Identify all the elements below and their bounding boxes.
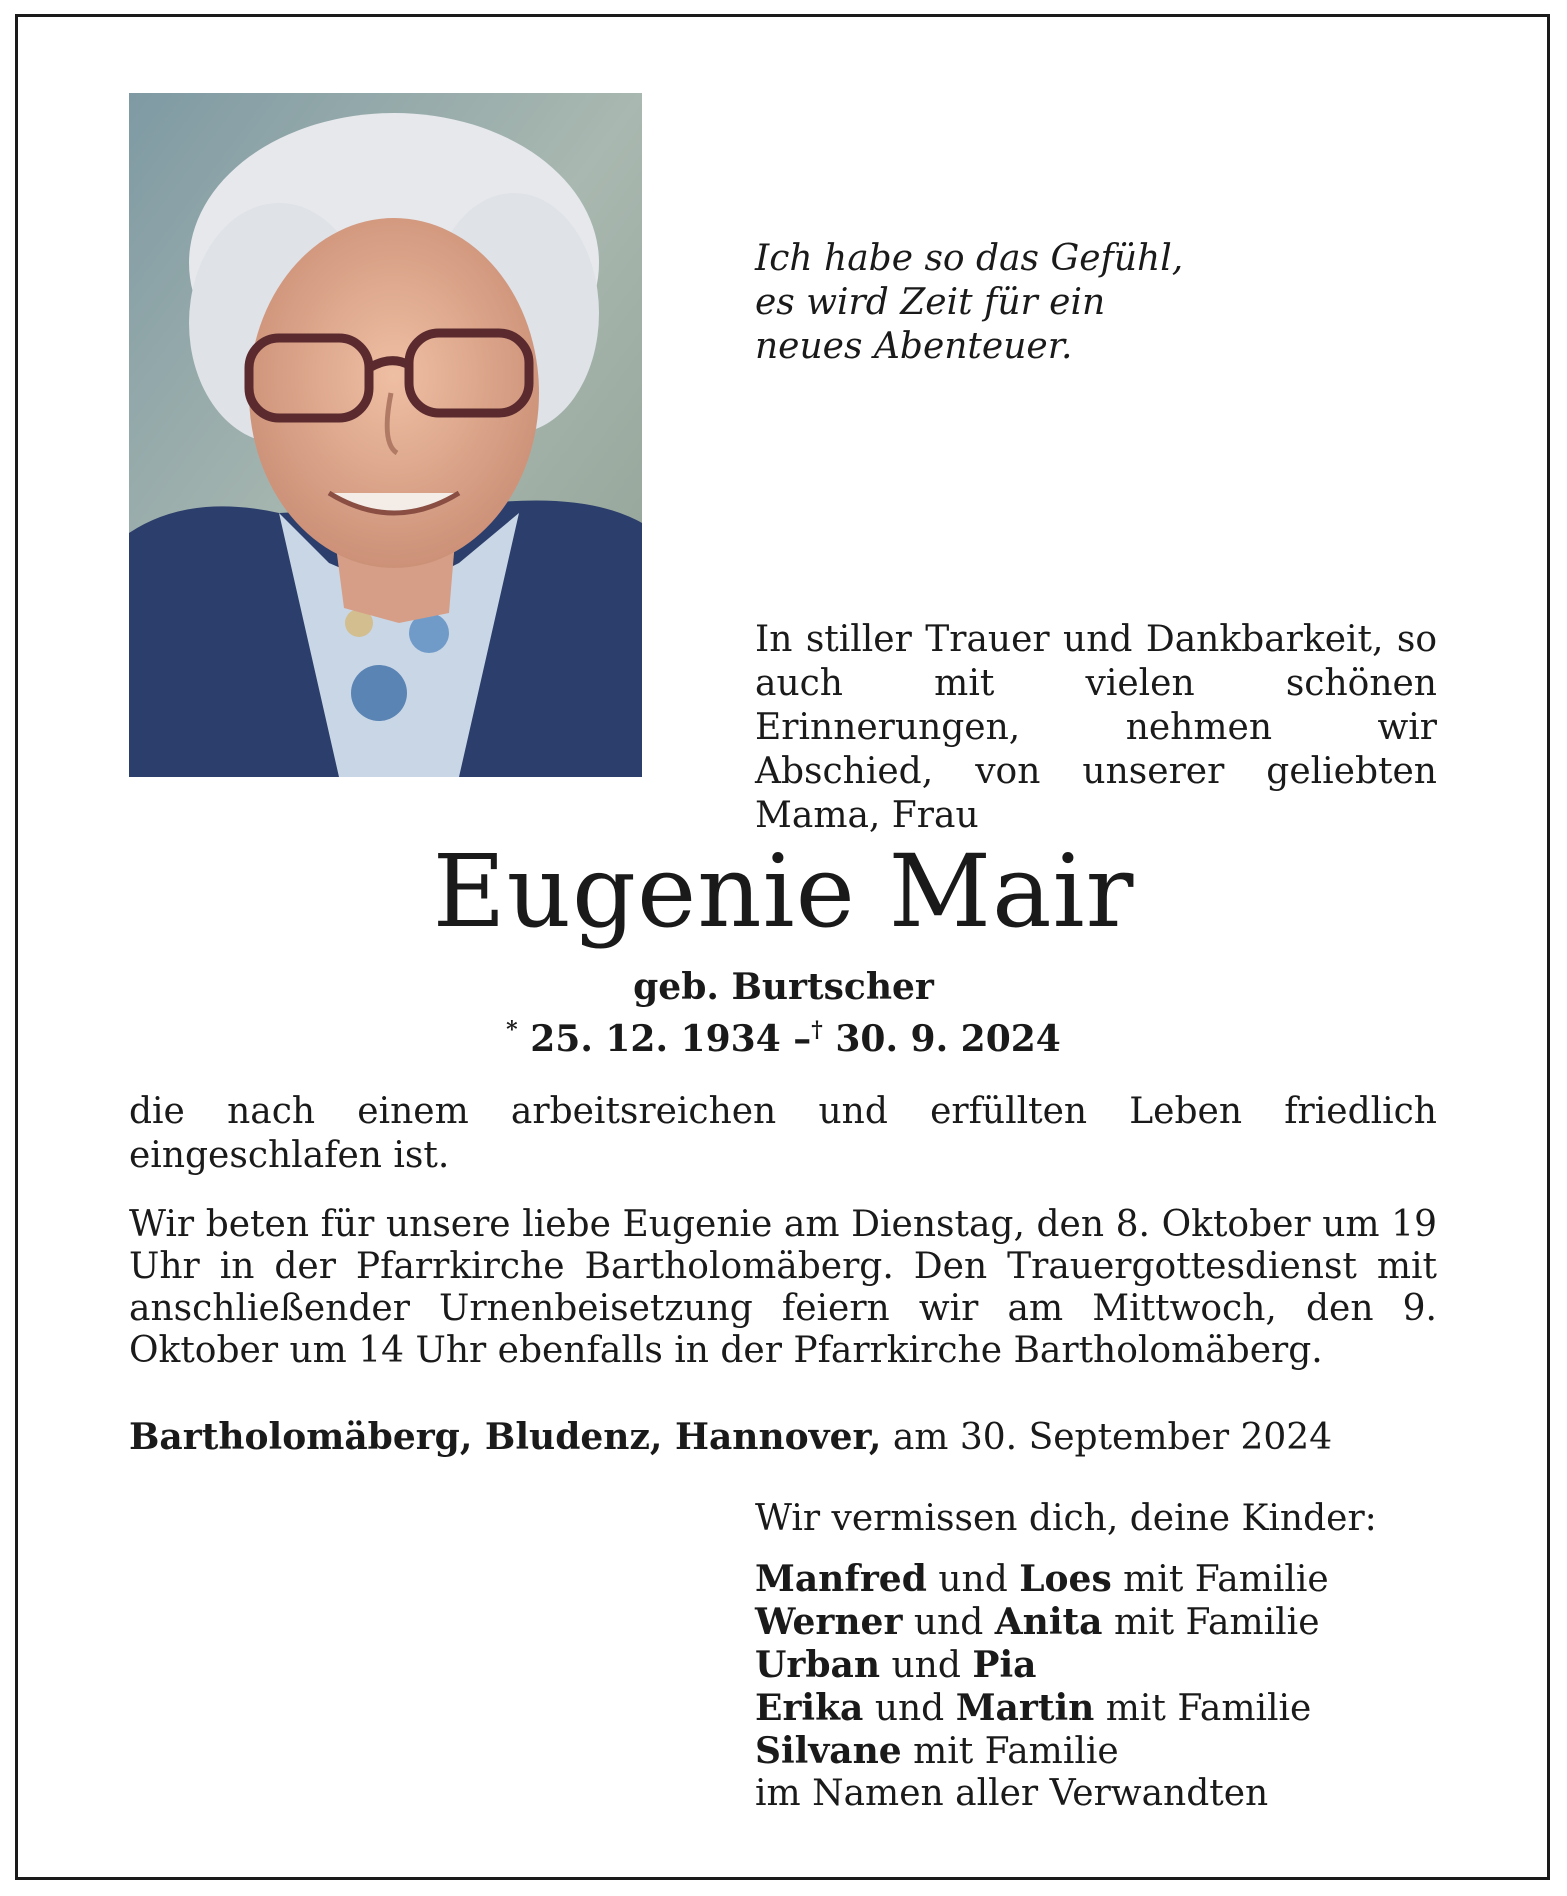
family-list [755, 1558, 1455, 1815]
intro-text: In stiller Trauer und Dankbarkeit, so auch mit vielen schönen Erinnerungen, nehmen wir Abschied, von unserer geliebten Mama, Frau [755, 619, 1437, 836]
conjunction: und [891, 1645, 961, 1686]
death-symbol: † [811, 1017, 823, 1043]
family-name: Werner [755, 1601, 903, 1643]
locations: Bartholomäberg, Bludenz, Hannover, [129, 1416, 882, 1458]
quote-line: neues Abenteuer. [755, 326, 1073, 367]
conjunction: und [938, 1559, 1008, 1600]
family-name: Anita [994, 1601, 1103, 1643]
place-date-line [129, 1415, 1437, 1460]
family-suffix: mit Familie [1105, 1688, 1312, 1729]
quote-line: Ich habe so das Gefühl, [755, 238, 1184, 279]
quote [755, 237, 1455, 369]
deceased-name: Eugenie Mair [432, 833, 1135, 950]
family-name: Silvane [755, 1730, 902, 1772]
portrait-photo [129, 93, 642, 777]
family-suffix: mit Familie [913, 1731, 1119, 1772]
family-name: Pia [972, 1644, 1037, 1686]
family-closing: im Namen aller Verwandten [755, 1773, 1269, 1814]
birth-symbol: * [506, 1017, 518, 1043]
date-separator: – [793, 1018, 812, 1060]
notice-date: am 30. September 2024 [892, 1417, 1333, 1458]
conjunction: und [913, 1602, 984, 1643]
family-suffix: mit Familie [1113, 1602, 1320, 1643]
family-name: Martin [955, 1687, 1095, 1729]
list-item [755, 1644, 1455, 1687]
list-item [755, 1601, 1455, 1644]
list-item [755, 1558, 1455, 1601]
family-name: Urban [755, 1644, 881, 1686]
family-name: Manfred [755, 1558, 927, 1600]
list-item [755, 1687, 1455, 1730]
family-name: Loes [1019, 1558, 1112, 1600]
life-dates [0, 1008, 1567, 1061]
family-suffix: mit Familie [1123, 1559, 1329, 1600]
death-date: 30. 9. 2024 [835, 1018, 1061, 1060]
family-intro: Wir vermissen dich, deine Kinder: [755, 1498, 1377, 1539]
birth-name: geb. Burtscher [633, 966, 934, 1008]
conjunction: und [874, 1688, 945, 1729]
body-paragraph-2: Wir beten für unsere liebe Eugenie am Dienstag, den 8. Oktober um 19 Uhr in der Pfarrkirche Bartholomäberg. Den Trauergottesdienst mit anschließender Urnenbeisetzung feiern wir am Mittwoch, den 9. Oktober um 14 Uhr ebenfalls in der Pfarrkirche Bartholomäberg. [129, 1204, 1437, 1371]
quote-line: es wird Zeit für ein [755, 282, 1106, 323]
family-name: Erika [755, 1687, 864, 1729]
body-paragraph-1: die nach einem arbeitsreichen und erfüllten Leben friedlich eingeschlafen ist. [129, 1091, 1437, 1176]
list-item [755, 1730, 1455, 1773]
birth-date: 25. 12. 1934 [530, 1018, 781, 1060]
